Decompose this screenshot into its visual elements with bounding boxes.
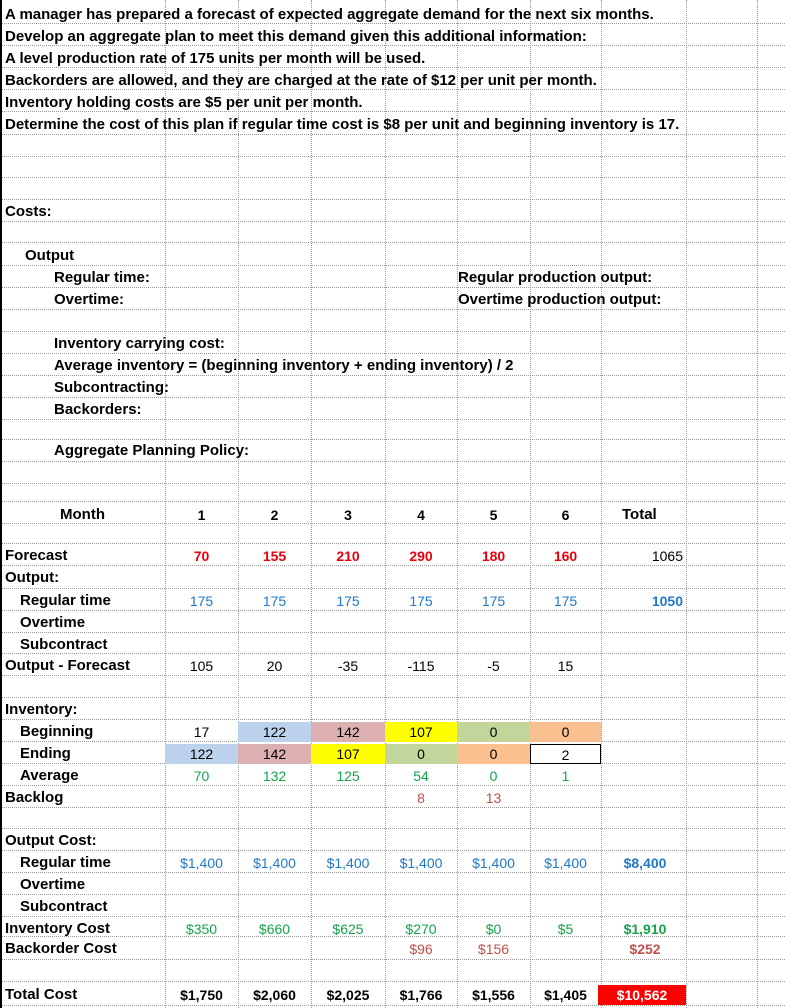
months-cell: 1	[197, 507, 206, 523]
total-cost-label: Total Cost	[5, 986, 78, 1003]
sheet-left-border	[0, 0, 2, 1008]
costs-heading: Costs:	[5, 203, 52, 220]
ending-label: Ending	[20, 745, 71, 762]
beginning-cell: 0	[457, 722, 530, 742]
total-cost-cell: $1,556	[472, 987, 515, 1003]
regular-time-cell: 175	[262, 593, 287, 609]
total-label: Total	[622, 506, 657, 523]
grid-row-line	[0, 588, 785, 589]
regular-time-cost-cell: $1,400	[180, 855, 223, 871]
grid-row-line	[0, 177, 785, 178]
beginning-cell: 0	[530, 722, 601, 742]
grid-row-line	[0, 156, 785, 157]
total-cost-cell: $1,405	[544, 987, 587, 1003]
forecast-cell: 290	[409, 548, 433, 564]
subcontracting-label: Subcontracting:	[54, 379, 169, 396]
grid-row-line	[0, 331, 785, 332]
grid-row-line	[0, 439, 785, 440]
beginning-cell: 107	[385, 722, 457, 742]
output-forecast-cell: -5	[487, 658, 500, 674]
forecast-cell: 210	[336, 548, 360, 564]
inventory-carrying-cost-label: Inventory carrying cost:	[54, 335, 225, 352]
regular-time-cell: 175	[189, 593, 214, 609]
months-cell: 4	[417, 507, 425, 523]
average-cell: 0	[489, 768, 498, 784]
average-cell: 125	[336, 768, 360, 784]
months-cell: 6	[561, 507, 570, 523]
backlog-cell	[530, 788, 601, 808]
backorder-cost-cell	[311, 939, 385, 959]
average-cell: 70	[193, 768, 210, 784]
total-cost-total: $10,562	[598, 985, 686, 1005]
total-cost-cell: $1,766	[399, 987, 443, 1003]
inventory-cost-cell: $660	[258, 921, 291, 937]
backorder-cost-label: Backorder Cost	[5, 940, 117, 957]
grid-column-line	[686, 0, 687, 1008]
regular-time-label: Regular time:	[54, 269, 150, 286]
backorder-cost-cell	[238, 939, 311, 959]
grid-row-line	[0, 1005, 785, 1006]
grid-row-line	[0, 483, 785, 484]
output-forecast-cell: -35	[337, 658, 359, 674]
grid-row-line	[0, 959, 785, 960]
regular-time-cost-cell: $1,400	[399, 855, 443, 871]
grid-row-line	[0, 719, 785, 720]
average-inventory-formula: Average inventory = (beginning inventory + ending inventory) / 2	[54, 357, 514, 374]
backorder-cost-cell	[165, 939, 238, 959]
output-cost-label: Output Cost:	[5, 832, 97, 849]
grid-column-line	[601, 0, 602, 1008]
grid-row-line	[0, 461, 785, 462]
regular-time-cell: 175	[336, 593, 360, 609]
overtime-production-output-label: Overtime production output:	[458, 291, 662, 308]
output-forecast-cell: 15	[557, 658, 574, 674]
total-cost-cell: $1,750	[180, 987, 223, 1003]
months-cell: 3	[344, 507, 352, 523]
beginning-label: Beginning	[20, 723, 94, 740]
total-cost-cell: $2,025	[326, 987, 370, 1003]
forecast-cell: 180	[481, 548, 506, 564]
ending-cell: 122	[165, 744, 238, 764]
output-forecast-label: Output - Forecast	[5, 657, 131, 674]
grid-row-line	[0, 221, 785, 222]
grid-row-line	[0, 242, 785, 243]
forecast-cell: 155	[262, 548, 287, 564]
ending-cell: 0	[385, 744, 457, 764]
grid-row-line	[0, 501, 785, 502]
backlog-cell	[165, 788, 238, 808]
grid-row-line	[0, 850, 785, 851]
output-forecast-cell: 105	[189, 658, 214, 674]
ending-cell: 142	[238, 744, 311, 764]
beginning-cell: 122	[238, 722, 311, 742]
average-cell: 132	[262, 768, 287, 784]
grid-row-line	[0, 653, 785, 654]
grid-row-line	[0, 894, 785, 895]
subcontract-row-label: Subcontract	[20, 636, 108, 653]
regular-time-cost-cell: $1,400	[472, 855, 515, 871]
inventory-cost-cell: $5	[557, 921, 574, 937]
problem-line-4: Backorders are allowed, and they are charged at the rate of $12 per unit per month.	[5, 72, 597, 89]
month-label: Month	[60, 506, 105, 523]
regular-time-cell: 175	[553, 593, 578, 609]
backorder-cost-cell: $96	[409, 941, 433, 957]
average-cell: 1	[561, 768, 570, 784]
backlog-label: Backlog	[5, 789, 64, 806]
backorder-cost-cell	[530, 939, 601, 959]
regular-time-cell: 175	[409, 593, 433, 609]
regular-time-cost-label: Regular time	[20, 854, 111, 871]
subcontract-cost-label: Subcontract	[20, 898, 108, 915]
problem-line-3: A level production rate of 175 units per month will be used.	[5, 50, 426, 67]
problem-line-5: Inventory holding costs are $5 per unit per month.	[5, 94, 363, 111]
inventory-cost-cell: $270	[405, 921, 437, 937]
backlog-cell: 8	[417, 790, 425, 806]
inventory-cost-cell: $625	[332, 921, 364, 937]
average-cell: 54	[413, 768, 429, 784]
regular-time-cost-cell: $1,400	[326, 855, 370, 871]
overtime-cost-label: Overtime	[20, 876, 86, 893]
ending-cell: 2	[530, 744, 601, 764]
output-section-label: Output:	[5, 569, 60, 586]
inventory-cost-cell: $350	[185, 921, 218, 937]
backorders-label: Backorders:	[54, 401, 142, 418]
grid-row-line	[0, 632, 785, 633]
regular-time-cell: 175	[481, 593, 506, 609]
grid-row-line	[0, 543, 785, 544]
months-cell: 2	[270, 507, 279, 523]
regular-time-cost-cell: $1,400	[253, 855, 296, 871]
backlog-cell	[311, 788, 385, 808]
grid-row-line	[0, 265, 785, 266]
regular-time-cost-cell: $1,400	[544, 855, 587, 871]
output-forecast-cell: -115	[407, 658, 435, 674]
regular-time-cost-total: $8,400	[623, 855, 667, 871]
forecast-total: 1065	[651, 548, 683, 564]
regular-time-total: 1050	[651, 593, 683, 609]
forecast-label: Forecast	[5, 547, 68, 564]
grid-row-line	[0, 828, 785, 829]
regular-production-output-label: Regular production output:	[458, 269, 653, 286]
policy-label: Aggregate Planning Policy:	[54, 442, 250, 459]
forecast-cell: 70	[193, 548, 210, 564]
output-forecast-cell: 20	[266, 658, 283, 674]
overtime-label: Overtime:	[54, 291, 125, 308]
forecast-cell: 160	[553, 548, 578, 564]
months-cell: 5	[489, 507, 498, 523]
backlog-cell: 13	[485, 790, 502, 806]
grid-row-line	[0, 697, 785, 698]
regular-time-row-label: Regular time	[20, 592, 111, 609]
inventory-cost-cell: $0	[485, 921, 502, 937]
grid-row-line	[0, 916, 785, 917]
problem-line-1: A manager has prepared a forecast of expected aggregate demand for the next six months.	[5, 6, 654, 23]
overtime-row-label: Overtime	[20, 614, 86, 631]
ending-cell: 107	[311, 744, 385, 764]
inventory-section-label: Inventory:	[5, 701, 78, 718]
average-label: Average	[20, 767, 79, 784]
output-label: Output	[25, 247, 75, 264]
backorder-cost-total: $252	[629, 941, 661, 957]
grid-row-line	[0, 981, 785, 982]
problem-line-2: Develop an aggregate plan to meet this demand given this additional information:	[5, 28, 587, 45]
backlog-cell	[238, 788, 311, 808]
problem-line-6: Determine the cost of this plan if regular time cost is $8 per unit and beginning inventory is 17.	[5, 116, 680, 133]
inventory-cost-label: Inventory Cost	[5, 920, 111, 937]
beginning-cell: 17	[193, 724, 210, 740]
inventory-cost-total: $1,910	[623, 921, 667, 937]
backorder-cost-cell: $156	[477, 941, 510, 957]
grid-column-line	[757, 0, 758, 1008]
ending-cell: 0	[457, 744, 530, 764]
beginning-cell: 142	[311, 722, 385, 742]
total-cost-cell: $2,060	[253, 987, 296, 1003]
grid-row-line	[0, 199, 785, 200]
